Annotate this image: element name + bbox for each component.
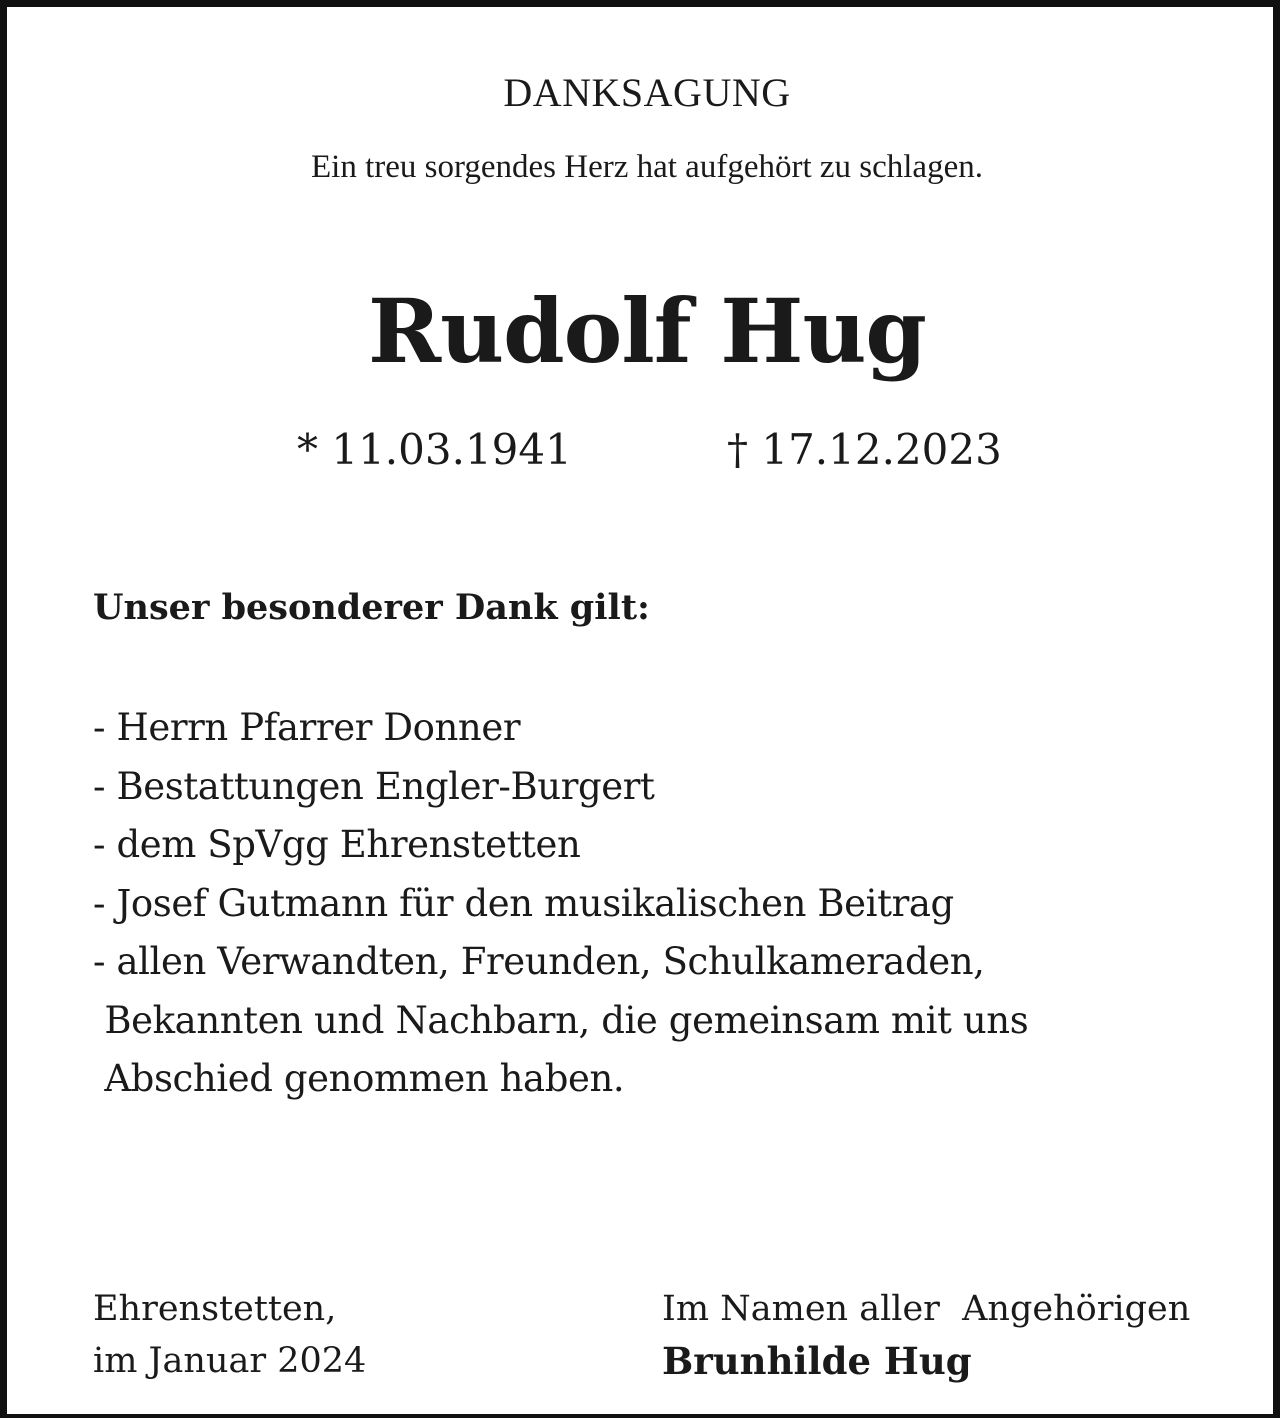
notice-subtitle: Ein treu sorgendes Herz hat aufgehört zu schlagen. xyxy=(311,149,983,185)
thanks-item: Bekannten und Nachbarn, die gemeinsam mit uns xyxy=(93,998,1029,1042)
thanks-list xyxy=(93,699,1028,1109)
notice-heading: DANKSAGUNG xyxy=(503,70,791,115)
thanks-item: - allen Verwandten, Freunden, Schulkameraden, xyxy=(93,940,985,983)
thanks-heading: Unser besonderer Dank gilt: xyxy=(93,587,650,628)
thanks-item: - Josef Gutmann für den musikalischen Beitrag xyxy=(93,881,954,925)
place-line: Ehrenstetten, xyxy=(93,1289,337,1329)
signer-name: Brunhilde Hug xyxy=(662,1339,972,1383)
signature-line: Im Namen aller Angehörigen xyxy=(662,1289,1191,1329)
date-line: im Januar 2024 xyxy=(93,1341,367,1381)
signature-block xyxy=(662,1283,1190,1387)
place-and-date xyxy=(93,1283,366,1387)
thanks-item: - Bestattungen Engler-Burgert xyxy=(93,764,655,808)
death-date: † 17.12.2023 xyxy=(727,425,1002,474)
thanks-item: - dem SpVgg Ehrenstetten xyxy=(93,823,581,866)
birth-date: * 11.03.1941 xyxy=(297,425,572,474)
thanks-item: - Herrn Pfarrer Donner xyxy=(93,706,521,749)
deceased-name: Rudolf Hug xyxy=(368,279,926,383)
thanks-item: Abschied genommen haben. xyxy=(93,1057,625,1100)
